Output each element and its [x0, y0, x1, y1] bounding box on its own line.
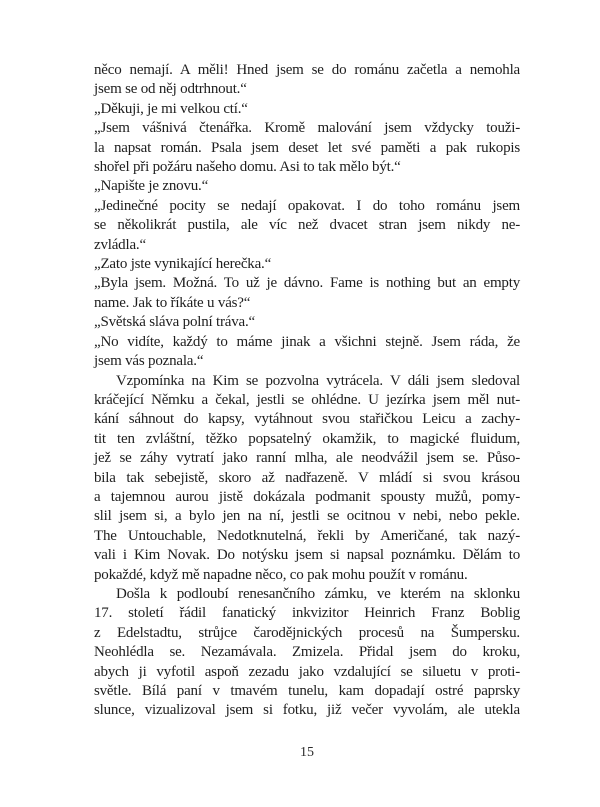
- paragraph-dialogue: [94, 119, 520, 177]
- text-line: Došla k podloubí renesančního zámku, ve kterém na sklonku: [116, 585, 520, 602]
- text-line: jsem se od něj odtrhnout.“: [94, 81, 247, 98]
- text-line: Neohlédla se. Nezamávala. Zmizela. Přidal jsem do kroku,: [94, 644, 520, 661]
- paragraph-dialogue: [94, 255, 520, 274]
- text-line: „Jsem vášnivá čtenářka. Kromě malování jsem vždycky touži-: [94, 120, 520, 137]
- text-line: slil jsem si, a bylo jen na ní, jestli se ocitnou v nebi, nebo pekle.: [94, 508, 520, 525]
- page-number: 15: [300, 745, 314, 760]
- text-line: bila tak sebejistě, skoro až nadřazeně. V mládí si svou krásou: [94, 469, 520, 486]
- text-line: The Untouchable, Nedotknutelná, řekli by Američané, tak nazý-: [94, 527, 520, 544]
- text-line: světle. Bílá paní v tmavém tunelu, kam dopadají ostré paprsky: [94, 683, 520, 699]
- text-line: jež se záhy vytratí jako ranní mlha, ale neodvážil jsem se. Půso-: [94, 450, 520, 467]
- text-line: pokaždé, když mě napadne něco, co pak mohu použít v románu.: [94, 566, 468, 583]
- text-line: abych ji vyfotil aspoň zezadu jako vzdalující se siluetu v proti-: [94, 663, 520, 680]
- text-line: „Světská sláva polní tráva.“: [94, 314, 256, 331]
- paragraph-narrative: [94, 372, 520, 585]
- paragraph-dialogue: [94, 100, 520, 119]
- text-line: slunce, vizualizoval jsem si fotku, již večer vyvolám, ale utekla: [94, 702, 520, 719]
- text-line: se několikrát pustila, ale víc než dvacet stran jsem nikdy ne-: [94, 217, 520, 234]
- text-line: name. Jak to říkáte u vás?“: [94, 294, 251, 311]
- text-line: vali i Kim Novak. Do notýsku jsem si napsal poznámku. Dělám to: [94, 547, 520, 564]
- paragraph-continuation: [94, 61, 520, 100]
- paragraph-dialogue: [94, 274, 520, 313]
- text-line: jsem vás poznala.“: [94, 353, 204, 370]
- text-line: a tajemnou aurou jistě dokázala podmanit spousty mužů, pomy-: [94, 488, 520, 505]
- text-line: něco nemají. A měli! Hned jsem se do románu začetla a nemohla: [94, 62, 520, 78]
- text-line: „No vidíte, každý to máme jinak a všichni stejně. Jsem ráda, že: [94, 333, 520, 350]
- paragraph-dialogue: [94, 313, 520, 332]
- text-line: „Děkuji, je mi velkou ctí.“: [94, 100, 248, 117]
- text-line: „Zato jste vynikající herečka.“: [94, 256, 272, 273]
- paragraph-dialogue: [94, 177, 520, 196]
- text-line: z Edelstadtu, strůjce čarodějnických procesů na Šumpersku.: [94, 624, 520, 641]
- text-line: kráčející Němku a čekal, jestli se ohlédne. U jezírka jsem měl nut-: [94, 391, 520, 408]
- text-line: 17. století řádil fanatický inkvizitor Heinrich Franz Boblig: [94, 605, 520, 622]
- paragraph-dialogue: [94, 197, 520, 255]
- text-line: Vzpomínka na Kim se pozvolna vytrácela. V dáli jsem sledoval: [116, 372, 520, 389]
- paragraph-narrative: [94, 585, 520, 721]
- page-text: [94, 61, 520, 721]
- text-line: la napsat román. Psala jsem deset let své paměti a pak rukopis: [94, 139, 520, 156]
- paragraph-dialogue: [94, 333, 520, 372]
- text-line: zvládla.“: [94, 236, 146, 253]
- text-line: „Byla jsem. Možná. To už je dávno. Fame is nothing but an empty: [94, 275, 520, 292]
- text-line: tit ten zvláštní, těžko popsatelný okamžik, to magické fluidum,: [94, 430, 520, 447]
- text-line: „Jedinečné pocity se nedají opakovat. I do toho románu jsem: [94, 197, 520, 214]
- text-line: shořel při požáru našeho domu. Asi to tak mělo být.“: [94, 159, 401, 176]
- text-line: „Napište je znovu.“: [94, 178, 209, 195]
- text-line: kání sáhnout do kapsy, vytáhnout svou stařičkou Leicu a zachy-: [94, 411, 520, 428]
